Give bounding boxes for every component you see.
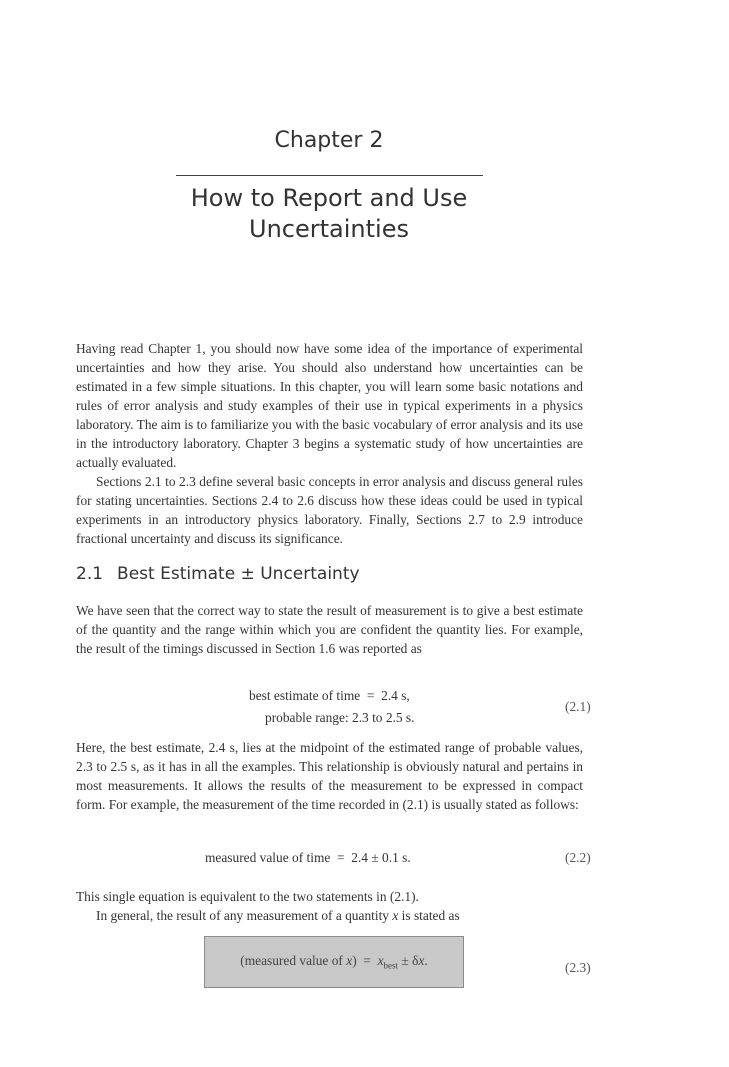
section-number: 2.1 xyxy=(76,564,104,584)
equation-number-2-1: (2.1) xyxy=(565,699,591,714)
section-paragraph-2-text: Here, the best estimate, 2.4 s, lies at the midpoint of the estimated range of probable values, 2.3 to 2.5 s, as it has in all the examples. This relationship is obviously natural and pertains in most measurements. It allows the results of the measurement to be expressed in compact form. For example, the measurement of the time recorded in (2.1) is usually stated as follows: xyxy=(76,740,583,812)
paragraph-4-variable: x xyxy=(392,908,399,923)
section-paragraph-1 xyxy=(76,601,583,658)
section-paragraph-1-text: We have seen that the correct way to state the result of measurement is to give a best estimate of the quantity and the range within which you are confident the quantity lies. For example, the result of the timings discussed in Section 1.6 was reported as xyxy=(76,603,583,656)
chapter-divider xyxy=(176,175,483,176)
eq23-period: . xyxy=(424,953,428,969)
equation-2-1-line-1: best estimate of time = 2.4 s, xyxy=(249,688,410,703)
chapter-title-line-2: Uncertainties xyxy=(249,215,409,243)
chapter-title xyxy=(0,183,658,245)
intro-paragraph-1: Having read Chapter 1, you should now have some idea of the importance of experimental uncertainties and how they arise. You should also understand how uncertainties can be estimated in a few simple situations. In this chapter, you will learn some basic notations and rules of error analysis and study examples of their use in typical experiments in a physics laboratory. The aim is to familiarize you with the basic vocabulary of error analysis and its use in the introductory laboratory. Chapter 3 begins a systematic study of how uncertainties are actually evaluated. xyxy=(76,341,583,470)
equation-2-2: measured value of time = 2.4 ± 0.1 s. xyxy=(205,850,411,865)
eq23-subscript-best: best xyxy=(383,960,399,971)
chapter-title-line-1: How to Report and Use xyxy=(190,184,468,212)
section-paragraph-4-text xyxy=(76,906,583,925)
equation-2-1-line-2: probable range: 2.3 to 2.5 s. xyxy=(265,710,415,725)
chapter-label: Chapter 2 xyxy=(274,128,384,153)
intro-text xyxy=(76,339,583,548)
section-paragraph-2 xyxy=(76,738,583,814)
boxed-equation-2-3 xyxy=(204,936,464,988)
eq23-x: x xyxy=(377,953,384,969)
equation-number-2-2: (2.2) xyxy=(565,850,591,865)
equation-number-2-3: (2.3) xyxy=(565,960,591,975)
section-paragraph-3-text: This single equation is equivalent to the two statements in (2.1). xyxy=(76,889,419,904)
eq23-lhs-variable: x xyxy=(346,953,353,969)
eq23-delta-x: x xyxy=(418,953,425,969)
eq23-lhs-open: (measured value of xyxy=(240,953,347,969)
paragraph-4-suffix: is stated as xyxy=(398,908,460,923)
section-paragraph-3 xyxy=(76,887,583,925)
intro-paragraph-2: Sections 2.1 to 2.3 define several basic concepts in error analysis and discuss general rules for stating uncertainties. Sections 2.4 to 2.6 discuss how these ideas could be used in typical experiments in an introductory physics laboratory. Finally, Sections 2.7 to 2.9 introduce fractional uncertainty and discuss its significance. xyxy=(76,474,583,546)
paragraph-4-prefix: In general, the result of any measurement of a quantity xyxy=(96,908,393,923)
eq23-lhs-close: ) = xyxy=(352,953,378,969)
eq23-plus-minus-delta: ± δ xyxy=(398,953,419,969)
section-heading xyxy=(76,564,360,584)
section-title: Best Estimate ± Uncertainty xyxy=(117,564,360,584)
